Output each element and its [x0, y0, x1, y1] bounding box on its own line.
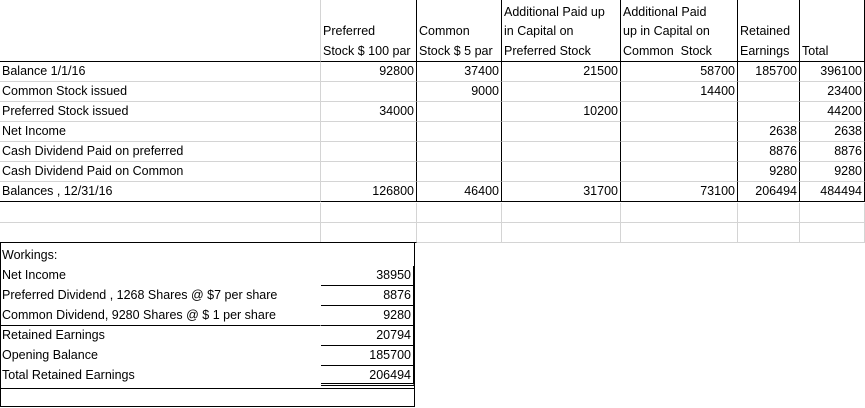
- cell-retained[interactable]: 8876: [738, 142, 800, 162]
- workings-value[interactable]: 185700: [321, 346, 414, 366]
- header-row: [0, 0, 865, 62]
- workings-label[interactable]: Retained Earnings: [2, 328, 105, 342]
- cell-preferred[interactable]: 92800: [321, 62, 417, 82]
- cell-total[interactable]: 9280: [800, 162, 865, 182]
- empty-cell[interactable]: [321, 246, 415, 266]
- header-preferred-stock[interactable]: [321, 0, 417, 62]
- cell-total[interactable]: 2638: [800, 122, 865, 142]
- table-row: [0, 62, 865, 82]
- header-line: Preferred: [323, 24, 376, 38]
- cell-common[interactable]: [417, 142, 502, 162]
- workings-row: [0, 266, 415, 286]
- cell-preferred[interactable]: 126800: [321, 182, 417, 202]
- row-label-cell[interactable]: Balance 1/1/16: [0, 62, 321, 82]
- table-row: [0, 102, 865, 122]
- header-line: Total: [802, 43, 829, 58]
- header-line: Stock $ 5 par: [419, 43, 493, 58]
- cell-apic-preferred[interactable]: 10200: [502, 102, 621, 122]
- empty-cell[interactable]: [0, 203, 321, 223]
- cell-apic-common[interactable]: [621, 122, 738, 142]
- empty-cell[interactable]: [738, 223, 800, 243]
- workings-value[interactable]: 9280: [321, 306, 414, 326]
- row-label-cell[interactable]: Cash Dividend Paid on preferred: [0, 142, 321, 162]
- workings-title[interactable]: Workings:: [2, 248, 58, 262]
- table-row: [0, 142, 865, 162]
- empty-cell[interactable]: [321, 203, 417, 223]
- empty-cell[interactable]: [621, 203, 738, 223]
- header-common-stock[interactable]: [417, 0, 502, 62]
- cell-apic-preferred[interactable]: [502, 82, 621, 102]
- cell-common[interactable]: 37400: [417, 62, 502, 82]
- header-line: Earnings: [740, 43, 790, 58]
- cell-apic-preferred[interactable]: [502, 142, 621, 162]
- header-blank-cell[interactable]: [0, 0, 321, 62]
- empty-cell[interactable]: [417, 223, 502, 243]
- cell-retained[interactable]: [738, 102, 800, 122]
- empty-cell[interactable]: [417, 203, 502, 223]
- cell-common[interactable]: [417, 102, 502, 122]
- header-apic-common[interactable]: [621, 0, 738, 62]
- row-label-cell[interactable]: Common Stock issued: [0, 82, 321, 102]
- row-label-cell[interactable]: Balances , 12/31/16: [0, 182, 321, 202]
- cell-total[interactable]: 44200: [800, 102, 865, 122]
- header-line: Additional Paid up: [504, 4, 605, 19]
- row-label-cell[interactable]: Net Income: [0, 122, 321, 142]
- header-line: Common Stock: [623, 43, 712, 58]
- cell-apic-common[interactable]: [621, 162, 738, 182]
- cell-retained[interactable]: 185700: [738, 62, 800, 82]
- cell-retained[interactable]: 2638: [738, 122, 800, 142]
- header-apic-preferred[interactable]: [502, 0, 621, 62]
- workings-row: [0, 366, 415, 386]
- spacer-row: [0, 223, 865, 243]
- header-line: in Capital on: [504, 24, 574, 38]
- cell-apic-common[interactable]: [621, 142, 738, 162]
- cell-preferred[interactable]: [321, 122, 417, 142]
- spacer-row: [0, 203, 865, 223]
- cell-apic-common[interactable]: 58700: [621, 62, 738, 82]
- cell-common[interactable]: 9000: [417, 82, 502, 102]
- empty-cell[interactable]: [621, 223, 738, 243]
- workings-row: [0, 306, 415, 326]
- cell-preferred[interactable]: [321, 142, 417, 162]
- empty-cell[interactable]: [738, 203, 800, 223]
- table-row: [0, 162, 865, 182]
- cell-apic-common[interactable]: 14400: [621, 82, 738, 102]
- table-row: [0, 122, 865, 142]
- cell-common[interactable]: [417, 162, 502, 182]
- header-total[interactable]: [800, 0, 865, 62]
- cell-total[interactable]: 484494: [800, 182, 865, 202]
- cell-common[interactable]: 46400: [417, 182, 502, 202]
- cell-apic-common[interactable]: [621, 102, 738, 122]
- workings-row: [0, 346, 415, 366]
- workings-label[interactable]: Preferred Dividend , 1268 Shares @ $7 per share: [2, 288, 278, 302]
- cell-common[interactable]: [417, 122, 502, 142]
- empty-cell[interactable]: [800, 223, 865, 243]
- cell-apic-preferred[interactable]: [502, 122, 621, 142]
- cell-preferred[interactable]: [321, 82, 417, 102]
- cell-preferred[interactable]: [321, 162, 417, 182]
- workings-row: [0, 286, 415, 306]
- cell-apic-preferred[interactable]: 31700: [502, 182, 621, 202]
- empty-cell[interactable]: [321, 223, 417, 243]
- header-line: Additional Paid: [623, 4, 707, 19]
- row-label-cell[interactable]: Cash Dividend Paid on Common: [0, 162, 321, 182]
- cell-preferred[interactable]: 34000: [321, 102, 417, 122]
- empty-cell[interactable]: [0, 223, 321, 243]
- cell-apic-preferred[interactable]: [502, 162, 621, 182]
- empty-cell[interactable]: [800, 203, 865, 223]
- header-line: Retained: [740, 24, 791, 38]
- workings-value[interactable]: 38950: [321, 266, 414, 286]
- table-row: [0, 82, 865, 102]
- workings-label[interactable]: Common Dividend, 9280 Shares @ $ 1 per share: [0, 306, 321, 326]
- cell-total[interactable]: 396100: [800, 62, 865, 82]
- header-line: Preferred Stock: [504, 43, 591, 58]
- header-line: up in Capital on: [623, 24, 710, 38]
- empty-cell[interactable]: [502, 203, 621, 223]
- cell-retained[interactable]: [738, 82, 800, 102]
- cell-apic-preferred[interactable]: 21500: [502, 62, 621, 82]
- workings-empty-row: [0, 388, 415, 406]
- workings-value[interactable]: 20794: [321, 326, 414, 346]
- workings-row: [0, 326, 415, 346]
- table-row: [0, 182, 865, 202]
- cell-retained[interactable]: 9280: [738, 162, 800, 182]
- cell-total[interactable]: 8876: [800, 142, 865, 162]
- cell-apic-common[interactable]: 73100: [621, 182, 738, 202]
- empty-cell[interactable]: [502, 223, 621, 243]
- workings-label[interactable]: Opening Balance: [2, 348, 98, 362]
- workings-label[interactable]: Net Income: [2, 268, 66, 282]
- cell-retained[interactable]: 206494: [738, 182, 800, 202]
- workings-title-row: [0, 246, 415, 266]
- header-line: Common: [419, 24, 470, 38]
- cell-total[interactable]: 23400: [800, 82, 865, 102]
- workings-value[interactable]: 206494: [321, 366, 414, 386]
- row-label-cell[interactable]: Preferred Stock issued: [0, 102, 321, 122]
- header-retained-earnings[interactable]: [738, 0, 800, 62]
- workings-value[interactable]: 8876: [321, 286, 414, 306]
- workings-label[interactable]: Total Retained Earnings: [2, 368, 135, 382]
- header-line: Stock $ 100 par: [323, 43, 411, 58]
